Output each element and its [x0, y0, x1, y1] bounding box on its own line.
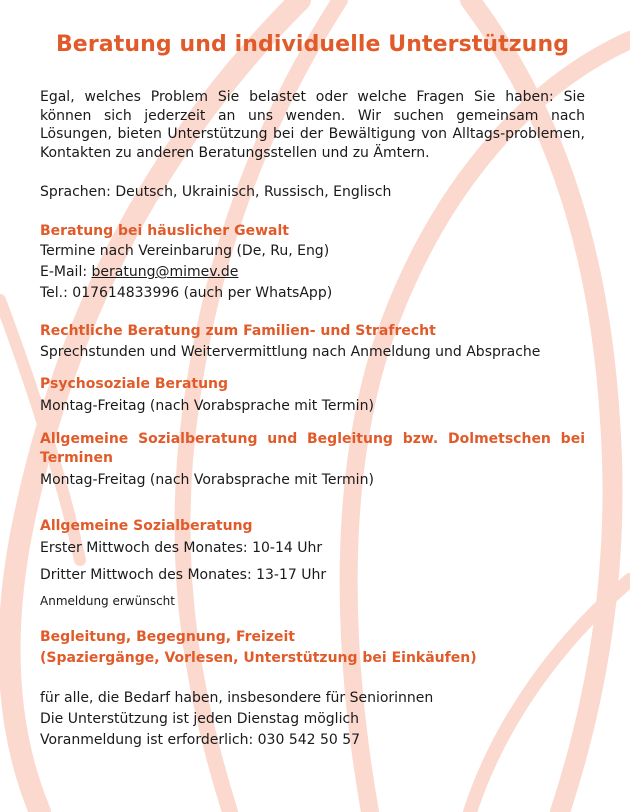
legal-advice-text: Sprechstunden und Weitervermittlung nach Anmeldung und Absprache	[40, 344, 541, 360]
page-title: Beratung und individuelle Unterstützung	[55, 32, 570, 57]
languages-line: Sprachen: Deutsch, Ukrainisch, Russisch, Englisch	[40, 184, 392, 200]
email-label: E-Mail:	[40, 264, 92, 280]
registration-note: Anmeldung erwünscht	[40, 594, 175, 608]
third-wednesday-line: Dritter Mittwoch des Monates: 13-17 Uhr	[40, 567, 327, 583]
email-link[interactable]: beratung@mimev.de	[91, 264, 239, 280]
appointments-line: Termine nach Vereinbarung (De, Ru, Eng)	[40, 243, 330, 259]
heading-companionship-detail: (Spaziergänge, Vorlesen, Unterstützung bei Einkäufen)	[40, 650, 477, 666]
intro-paragraph: Egal, welches Problem Sie belastet oder welche Fragen Sie haben: Sie können sich jederzeit an uns wenden. Wir suchen gemeinsam nach Lösungen, bieten Unterstützung bei der Bewältigung von Alltags-problemen, Kontakten zu anderen Beratungsstellen und zu Ämtern.	[40, 89, 585, 161]
heading-companionship: Begleitung, Begegnung, Freizeit	[40, 629, 295, 645]
heading-social-interpreting: Allgemeine Sozialberatung und Begleitung bzw. Dolmetschen bei Terminen	[40, 431, 585, 466]
companion-registration-line: Voranmeldung ist erforderlich: 030 542 50 57	[40, 732, 361, 748]
phone-line: Tel.: 017614833996 (auch per WhatsApp)	[40, 285, 333, 301]
psychosocial-text: Montag-Freitag (nach Vorabsprache mit Termin)	[40, 398, 374, 414]
companion-audience-line: für alle, die Bedarf haben, insbesondere für Seniorinnen	[40, 690, 434, 706]
social-interpreting-text: Montag-Freitag (nach Vorabsprache mit Termin)	[40, 472, 374, 488]
heading-general-social: Allgemeine Sozialberatung	[40, 518, 253, 534]
heading-legal-advice: Rechtliche Beratung zum Familien- und Strafrecht	[40, 323, 436, 339]
companion-day-line: Die Unterstützung ist jeden Dienstag möglich	[40, 711, 360, 727]
email-line	[40, 263, 238, 281]
heading-domestic-violence: Beratung bei häuslicher Gewalt	[40, 223, 289, 239]
heading-psychosocial: Psychosoziale Beratung	[40, 376, 229, 392]
first-wednesday-line: Erster Mittwoch des Monates: 10-14 Uhr	[40, 540, 323, 556]
